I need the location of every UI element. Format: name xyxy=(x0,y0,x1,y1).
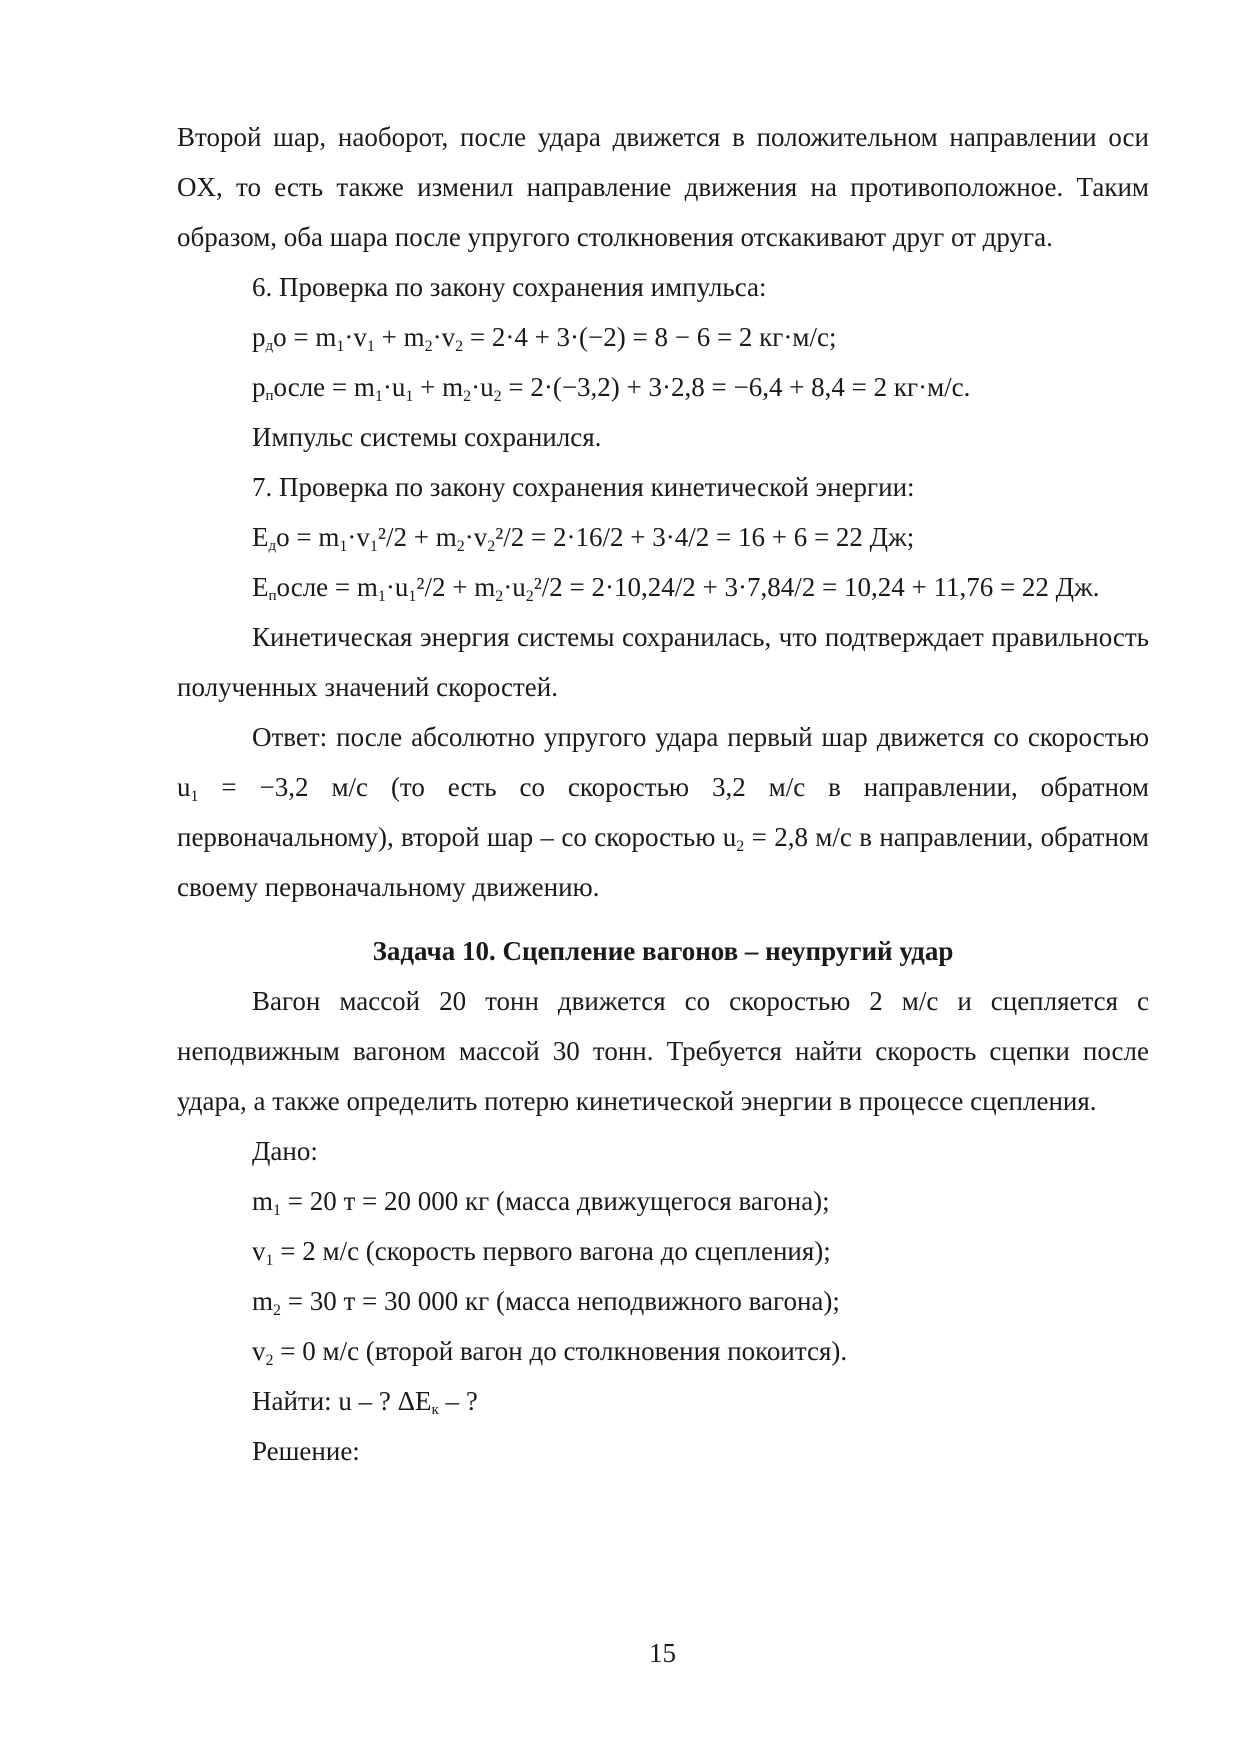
energy-check-title: 7. Проверка по закону сохранения кинетической энергии: xyxy=(252,472,915,502)
find-line: Найти: u – ? $\Delta E_к$ – ? xyxy=(252,1386,478,1418)
page-number: 15 xyxy=(649,1638,676,1668)
given-label: Дано: xyxy=(252,1136,318,1166)
momentum-conserved-note: Импульс системы сохранился. xyxy=(252,422,602,452)
solution-label: Решение: xyxy=(252,1436,360,1466)
energy-before-formula: $E_до = m_1\cdot v_1^2/2 + m_2\cdot v_2^2/2 = 2\cdot 16/2 + 3\cdot 4/2 = 16 + 6 = 22$ Дж; xyxy=(252,522,915,555)
task-heading: Задача 10. Сцепление вагонов – неупругий удар xyxy=(372,936,954,966)
momentum-after-formula: $p_после = m_1\cdot u_1 + m_2\cdot u_2 = 2\cdot(-3,2) + 3\cdot 2,8 = -6,4 + 8,4 = 2$ кг·м/с. xyxy=(252,372,971,405)
momentum-before-formula: $p_до = m_1\cdot v_1 + m_2\cdot v_2 = 2\cdot 4 + 3\cdot(-2) = 8 - 6 = 2$ кг·м/с; xyxy=(252,322,837,355)
energy-conserved-paragraph: Кинетическая энергия системы сохранилась, что подтверждает правильность полученных значений скоростей. xyxy=(177,622,1149,702)
given-item: $m_1 = 20$ т = 20 000 кг (масса движущегося вагона); xyxy=(252,1186,830,1219)
task-statement: Вагон массой 20 тонн движется со скоростью 2 м/с и сцепляется с неподвижным вагоном массой 30 тонн. Требуется найти скорость сцепки после удара, а также определить потерю кинетической энергии в процессе сцепления. xyxy=(177,986,1149,1116)
given-item: $v_2 = 0$ м/с (второй вагон до столкновения покоится). xyxy=(252,1336,848,1369)
paragraph-second-ball: Второй шар, наоборот, после удара движется в положительном направлении оси OX, то есть также изменил направление движения на противоположное. Таким образом, оба шара после упругого столкновения отскакивают друг от друга. xyxy=(177,122,1149,252)
given-item: $v_1 = 2$ м/с (скорость первого вагона до сцепления); xyxy=(252,1236,831,1269)
given-item: $m_2 = 30$ т = 30 000 кг (масса неподвижного вагона); xyxy=(252,1286,840,1319)
page-text xyxy=(177,112,1149,1476)
momentum-check-title: 6. Проверка по закону сохранения импульса: xyxy=(252,272,767,302)
energy-after-formula: $E_после = m_1\cdot u_1^2/2 + m_2\cdot u_2^2/2 = 2\cdot 10,24/2 + 3\cdot 7,84/2 = 10,24 + 11,76 = 22$ Дж. xyxy=(252,572,1100,605)
answer-paragraph: Ответ: после абсолютно упругого удара первый шар движется со скоростью $u_1 = -3,2$ м/с (то есть со скоростью 3,2 м/с в направлении, обратном первоначальному), второй шар – со скоростью $u_2 = 2,8$ м/с в направлении, обратном своему первоначальному движению. xyxy=(177,722,1149,902)
